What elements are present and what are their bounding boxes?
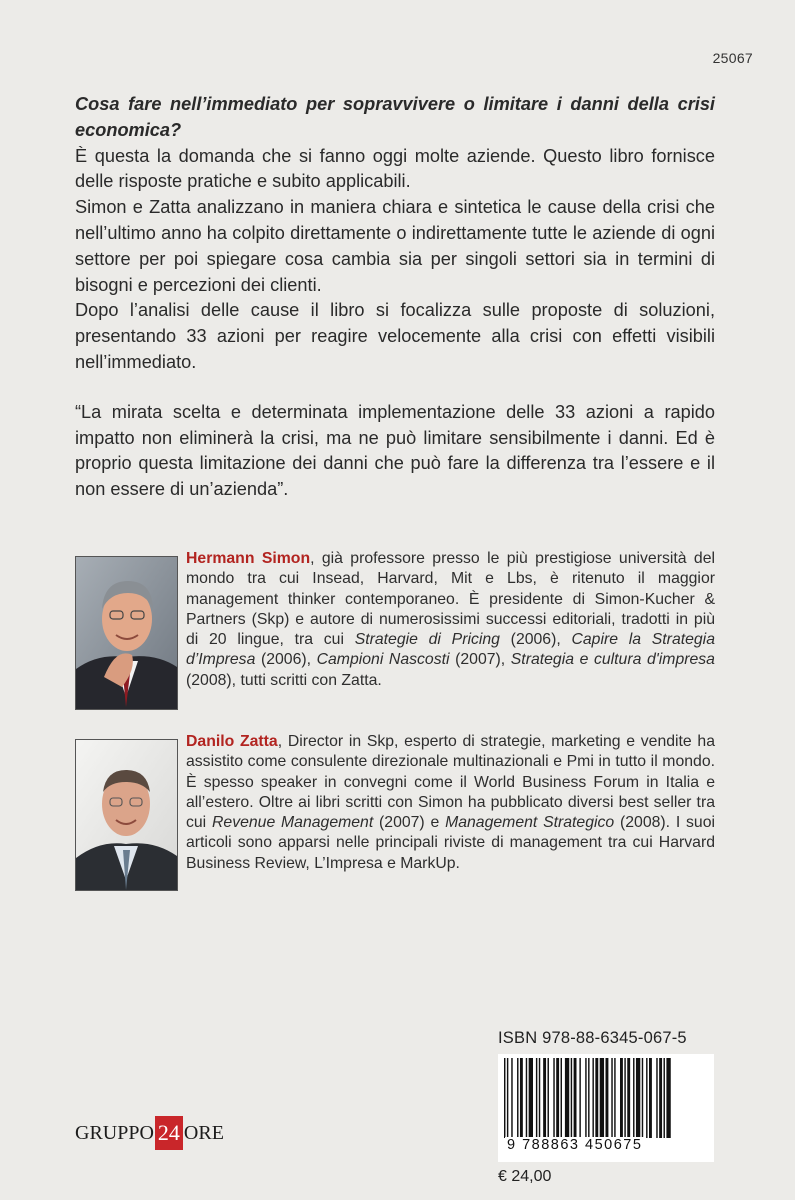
price: € 24,00 (498, 1168, 552, 1185)
barcode-bar (548, 1058, 549, 1138)
barcode-bar (642, 1058, 643, 1138)
barcode-bar (504, 1058, 505, 1138)
barcode-bar (539, 1058, 540, 1138)
author-photo-zatta (75, 739, 178, 891)
barcode-bar (574, 1058, 577, 1138)
author-name: Danilo Zatta (186, 733, 278, 750)
book-title: Strategia e cultura d'impresa (510, 651, 715, 669)
barcode-bar (614, 1058, 615, 1138)
author-zatta (75, 732, 715, 874)
barcode-bar (553, 1058, 554, 1138)
barcode-bar (649, 1058, 652, 1138)
barcode-bar (543, 1058, 546, 1138)
barcode-bar (588, 1058, 589, 1138)
book-title: Strategie di Pricing (354, 631, 500, 649)
barcode-number: 9 788863 450675 (507, 1137, 643, 1153)
barcode-bar (565, 1058, 569, 1138)
paragraph: È questa la domanda che si fanno oggi molte aziende. Questo libro fornisce delle risposte pratiche e subito applicabili. (75, 145, 715, 192)
barcode-bar (636, 1058, 640, 1138)
book-title: Capire la Strategia d’Impresa (186, 631, 715, 669)
book-title: Revenue Management (212, 814, 374, 832)
barcode-bar (595, 1058, 598, 1138)
barcode-bar (666, 1058, 670, 1138)
description (75, 92, 715, 503)
barcode-bar (579, 1058, 580, 1138)
barcode-bar (620, 1058, 623, 1138)
barcode-bar (624, 1058, 625, 1138)
author-bio-zatta: Danilo Zatta, Director in Skp, esperto di strategie, marketing e vendite ha assistito come consulente direzionale multinazionali e Pmi in tutto il mondo. È spesso speaker in convegni come il World Business Forum in Italia e all’estero. Oltre ai libri scritti con Simon ha pubblicato diversi best seller tra cui Revenue Management (2007) e Management Strategico (2008). I suoi articoli sono apparsi nelle principali riviste di management tra cui Harvard Business Review, L’Impresa e MarkUp. (186, 733, 716, 872)
author-simon (75, 549, 715, 691)
barcode-bar (633, 1058, 634, 1138)
barcode-bar (627, 1058, 630, 1138)
barcode-bar (529, 1058, 533, 1138)
barcode-bar (571, 1058, 572, 1138)
barcode-bar (646, 1058, 647, 1138)
paragraph: Dopo l’analisi delle cause il libro si focalizza sulle proposte di soluzioni, presentando 33 azioni per reagire velocemente alla crisi con effetti visibili nell’immediato. (75, 300, 715, 372)
catalog-code: 25067 (712, 50, 753, 66)
barcode-bar (561, 1058, 562, 1138)
barcode-bar (511, 1058, 512, 1138)
paragraph: Simon e Zatta analizzano in maniera chiara e sintetica le cause della crisi che nell’ultimo anno ha colpito direttamente o indirettamente tutte le aziende di ogni settore per poi spiegare cosa cambia sia per singoli settori sia in termini di bisogni e percezioni dei clienti. (75, 197, 715, 295)
barcode-bar (592, 1058, 593, 1138)
lead-question: Cosa fare nell’immediato per sopravvivere o limitare i danni della crisi economica? (75, 94, 715, 140)
barcode-bar (664, 1058, 665, 1138)
author-bio-simon: Hermann Simon, già professore presso le più prestigiose università del mondo tra cui Insead, Harvard, Mit e Lbs, è ritenuto il maggior management thinker contemporaneo. È presidente di Simon-Kucher & Partners (Skp) e autore di numerosissimi successi editoriali, tradotti in più di 20 lingue, tra cui Strategie di Pricing (2006), Capire la Strategia d’Impresa (2006), Campioni Nascosti (2007), Strategia e cultura d'impresa (2008), tutti scritti con Zatta. (186, 550, 715, 689)
barcode-bar (507, 1058, 508, 1138)
barcode-bar (600, 1058, 604, 1138)
barcode-bar (611, 1058, 612, 1138)
barcode-bar (536, 1058, 537, 1138)
barcode-bar (606, 1058, 609, 1138)
barcode-bar (517, 1058, 518, 1138)
author-name: Hermann Simon (186, 550, 311, 567)
isbn: ISBN 978-88-6345-067-5 (498, 1029, 687, 1047)
quote: “La mirata scelta e determinata implementazione delle 33 azioni a rapido impatto non eliminerà la crisi, ma ne può limitare sensibilmente i danni. Ed è proprio questa limitazione dei danni che può fare la differenza tra l’essere e il non essere di un’azienda”. (75, 401, 715, 500)
book-title: Management Strategico (445, 814, 615, 832)
author-photo-simon (75, 556, 178, 710)
barcode-bar (556, 1058, 559, 1138)
barcode-bar (585, 1058, 586, 1138)
publisher-logo: GRUPPO 24 ORE (75, 1116, 224, 1150)
barcode-bar (656, 1058, 657, 1138)
barcode-bar (526, 1058, 527, 1138)
book-title: Campioni Nascosti (316, 651, 450, 669)
barcode-bar (520, 1058, 523, 1138)
barcode-bar (659, 1058, 662, 1138)
